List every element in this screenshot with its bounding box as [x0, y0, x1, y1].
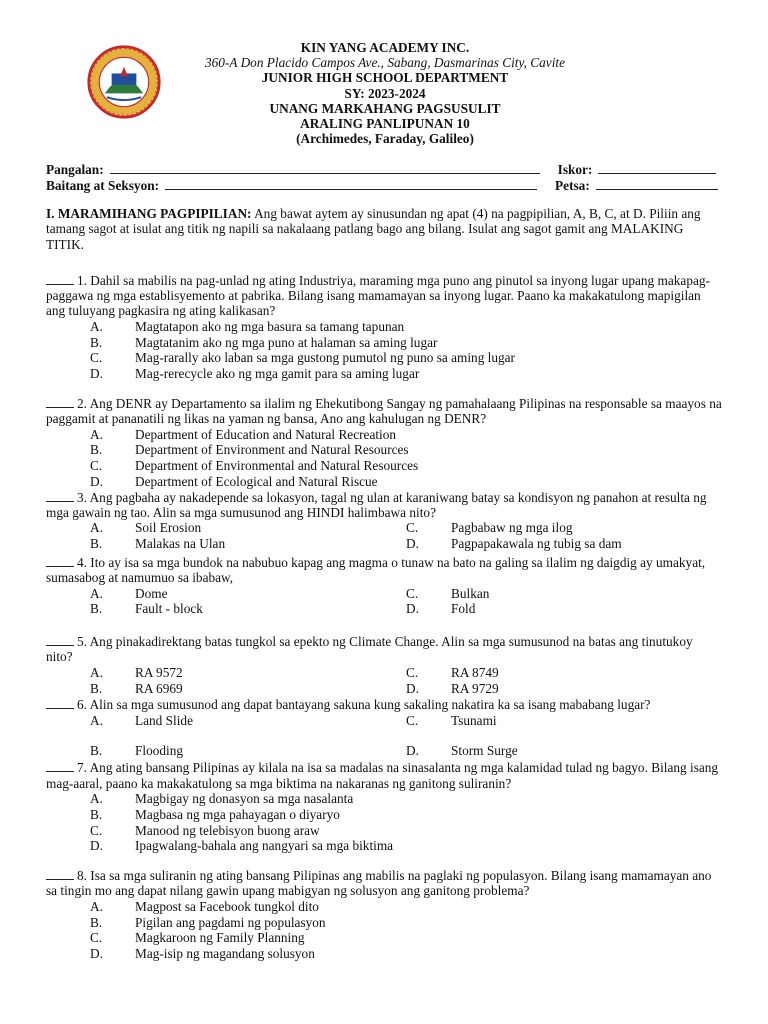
- score-label: Iskor:: [557, 162, 593, 177]
- question-text: 5. Ang pinakadirektang batas tungkol sa epekto ng Climate Change. Alin sa mga sumusunod na batas ang tinutukoy nito?: [46, 634, 693, 665]
- option-letter: C.: [90, 350, 103, 366]
- option-row: [46, 681, 722, 697]
- answer-blank[interactable]: [46, 697, 74, 709]
- option-letter: D.: [406, 601, 419, 617]
- question-7: [46, 760, 722, 854]
- option-row: [46, 838, 722, 854]
- option-letter: C.: [90, 930, 103, 946]
- option-text: Fold: [451, 601, 476, 617]
- option-text: Malakas na Ulan: [135, 536, 226, 552]
- instructions-text: Ang bawat aytem ay sinusundan ng apat (4) na pagpipilian, A, B, C, at D. Piliin ang tamang sagot at isulat ang titik ng napili sa nakalaang patlang bago ang bilang. Isulat ang sagot gamit ang MALAKING TITIK.: [46, 206, 701, 252]
- question-text: 8. Isa sa mga suliranin ng ating bansang Pilipinas ang mabilis na paglaki ng populasyon. Bilang isang mamamayan ano sa tingin mo ang dapat nilang gawin upang mabigyan ng solusyon ang ganitong problema?: [46, 868, 712, 899]
- option-text: RA 8749: [451, 664, 499, 680]
- option-text: Ipagwalang-bahala ang nangyari sa mga biktima: [135, 838, 394, 854]
- name-row: [46, 162, 726, 177]
- option-text: Magtatapon ako ng mga basura sa tamang tapunan: [135, 318, 405, 334]
- option-row: [46, 946, 722, 962]
- question-3: [46, 490, 722, 552]
- option-letter: A.: [90, 712, 103, 728]
- option-text: RA 9729: [451, 680, 499, 696]
- option-text: RA 6969: [135, 680, 183, 696]
- option-text: Magpost sa Facebook tungkol dito: [135, 898, 319, 914]
- option-letter: C.: [406, 520, 419, 536]
- question-6: [46, 697, 722, 758]
- option-row: [46, 915, 722, 931]
- option-letter: A.: [90, 791, 103, 806]
- option-text: Department of Education and Natural Recreation: [135, 426, 397, 442]
- option-text: Pagbabaw ng mga ilog: [451, 520, 573, 536]
- sections-list: (Archimedes, Faraday, Galileo): [296, 131, 474, 147]
- question-8: [46, 868, 722, 962]
- option-row: [46, 586, 722, 602]
- question-text: 1. Dahil sa mabilis na pag-unlad ng ating Industriya, maraming mga puno ang pinutol sa inyong lugar upang makapag-paggawa ng mga establisyemento at pabrika. Bilang isang mamamayan sa inyong lugar. Paano ka makakatulong mapigilan ang tuluyang pagkasira ng ating kalikasan?: [46, 272, 710, 319]
- option-row: [46, 366, 722, 382]
- option-row: [46, 319, 722, 335]
- option-letter: C.: [90, 822, 103, 838]
- option-text: Magkaroon ng Family Planning: [135, 930, 305, 946]
- student-info: [46, 162, 726, 194]
- option-row: [46, 665, 722, 681]
- option-text: Magbigay ng donasyon sa mga nasalanta: [135, 791, 354, 806]
- option-text: Bulkan: [451, 585, 490, 601]
- option-text: Mag-rarally ako laban sa mga gustong pumutol ng puno sa aming lugar: [135, 350, 515, 366]
- option-letter: B.: [90, 334, 103, 350]
- instructions-heading: I. MARAMIHANG PAGPIPILIAN:: [46, 206, 252, 221]
- option-letter: D.: [90, 366, 103, 382]
- option-text: Pigilan ang pagdami ng populasyon: [135, 914, 326, 930]
- subject-title: ARALING PANLIPUNAN 10: [300, 116, 470, 132]
- option-text: Flooding: [135, 742, 184, 758]
- option-letter: B.: [90, 601, 103, 617]
- option-letter: B.: [90, 680, 103, 696]
- option-row: [46, 899, 722, 915]
- option-letter: A.: [90, 898, 103, 914]
- option-text: Magbasa ng mga pahayagan o diyaryo: [135, 806, 340, 822]
- option-letter: A.: [90, 664, 103, 680]
- option-letter: D.: [406, 680, 419, 696]
- option-row: [46, 442, 722, 458]
- answer-blank[interactable]: [46, 634, 74, 646]
- name-label: Pangalan:: [46, 162, 104, 177]
- option-letter: A.: [90, 426, 103, 442]
- option-letter: B.: [90, 442, 103, 458]
- school-name: KIN YANG ACADEMY INC.: [300, 40, 470, 55]
- option-row: [46, 427, 722, 443]
- option-text: Land Slide: [135, 712, 193, 728]
- option-text: Dome: [135, 585, 168, 601]
- score-field[interactable]: [598, 162, 716, 174]
- option-row: [46, 930, 722, 946]
- answer-blank[interactable]: [46, 868, 74, 880]
- option-letter: A.: [90, 585, 103, 601]
- option-letter: D.: [90, 946, 103, 962]
- document-header: [150, 40, 620, 146]
- option-letter: D.: [90, 473, 103, 489]
- option-row: [46, 713, 722, 743]
- option-text: Fault - block: [135, 601, 203, 617]
- grade-label: Baitang at Seksyon:: [46, 178, 160, 194]
- question-2: [46, 396, 722, 490]
- question-text: 7. Ang ating bansang Pilipinas ay kilala na isa sa madalas na sinasalanta ng mga kalamidad tulad ng bagyo. Bilang isang mag-aaral, paano ka makakatulong sa mga biktima na nakaranas ng ganitong suliranin?: [46, 760, 719, 791]
- answer-blank[interactable]: [46, 273, 74, 285]
- option-letter: D.: [90, 838, 103, 854]
- option-text: Soil Erosion: [135, 520, 202, 536]
- question-text: 3. Ang pagbaha ay nakadepende sa lokasyon, tagal ng ulan at karaniwang batay sa kondisyon ng panahon at resulta ng mga gawain ng tao. Alin sa mga sumusunod ang HINDI halimbawa nito?: [46, 489, 707, 521]
- date-label: Petsa:: [555, 178, 590, 194]
- option-letter: A.: [90, 520, 103, 536]
- option-letter: C.: [406, 585, 419, 601]
- answer-blank[interactable]: [46, 555, 74, 567]
- option-row: [46, 536, 722, 552]
- option-letter: B.: [90, 742, 103, 758]
- option-letter: B.: [90, 806, 103, 822]
- option-row: [46, 601, 722, 617]
- school-address: 360-A Don Placido Campos Ave., Sabang, Dasmarinas City, Cavite: [205, 55, 565, 71]
- department-name: JUNIOR HIGH SCHOOL DEPARTMENT: [261, 70, 509, 86]
- grade-row: [46, 178, 726, 193]
- option-text: Tsunami: [451, 712, 497, 728]
- instructions: [46, 206, 722, 252]
- option-letter: B.: [90, 536, 103, 552]
- question-5: [46, 634, 722, 696]
- option-letter: C.: [90, 458, 103, 474]
- option-row: [46, 474, 722, 490]
- option-text: Mag-rerecycle ako ng mga gamit para sa aming lugar: [135, 366, 420, 382]
- option-text: Storm Surge: [451, 742, 518, 758]
- answer-blank[interactable]: [46, 760, 74, 772]
- question-text: 4. Ito ay isa sa mga bundok na nabubuo kapag ang magma o tunaw na bato na galing sa ilalim ng daigdig ay umakyat, sumasabog at namumuo sa ibabaw,: [46, 554, 706, 586]
- option-row: [46, 791, 722, 807]
- exam-title: UNANG MARKAHANG PAGSUSULIT: [269, 100, 501, 116]
- option-letter: C.: [406, 664, 419, 680]
- option-text: Department of Ecological and Natural Riscue: [135, 473, 378, 489]
- option-text: Department of Environment and Natural Resources: [135, 442, 409, 458]
- option-letter: D.: [406, 536, 419, 552]
- option-row: [46, 743, 722, 759]
- option-row: [46, 458, 722, 474]
- option-text: RA 9572: [135, 664, 183, 680]
- option-letter: C.: [406, 712, 419, 728]
- option-text: Mag-isip ng magandang solusyon: [135, 946, 315, 962]
- question-text: 6. Alin sa mga sumusunod ang dapat bantayang sakuna kung sakaling nakatira ka sa isang mababang lugar?: [77, 697, 651, 713]
- option-text: Pagpapakawala ng tubig sa dam: [451, 536, 622, 552]
- school-year: SY: 2023-2024: [344, 85, 426, 101]
- date-field[interactable]: [596, 178, 718, 190]
- option-row: [46, 823, 722, 839]
- option-row: [46, 807, 722, 823]
- option-row: [46, 335, 722, 351]
- question-text: 2. Ang DENR ay Departamento sa ilalim ng Ehekutibong Sangay ng pamahalaang Pilipinas na responsable sa maayos na paggamit at pananatili ng likas na yaman ng bansa, Ano ang kahulugan ng DENR?: [46, 395, 722, 427]
- option-letter: B.: [90, 914, 103, 930]
- option-text: Manood ng telebisyon buong araw: [135, 822, 320, 838]
- exam-content: [46, 206, 722, 962]
- answer-blank[interactable]: [46, 490, 74, 502]
- option-letter: A.: [90, 318, 103, 334]
- grade-field[interactable]: [165, 178, 537, 190]
- question-1: [46, 273, 722, 382]
- option-letter: D.: [406, 742, 419, 758]
- question-4: [46, 555, 722, 617]
- answer-blank[interactable]: [46, 396, 74, 408]
- option-text: Magtatanim ako ng mga puno at halaman sa aming lugar: [135, 334, 438, 350]
- option-row: [46, 350, 722, 366]
- name-field[interactable]: [110, 162, 540, 174]
- option-text: Department of Environmental and Natural Resources: [135, 458, 419, 474]
- option-row: [46, 520, 722, 536]
